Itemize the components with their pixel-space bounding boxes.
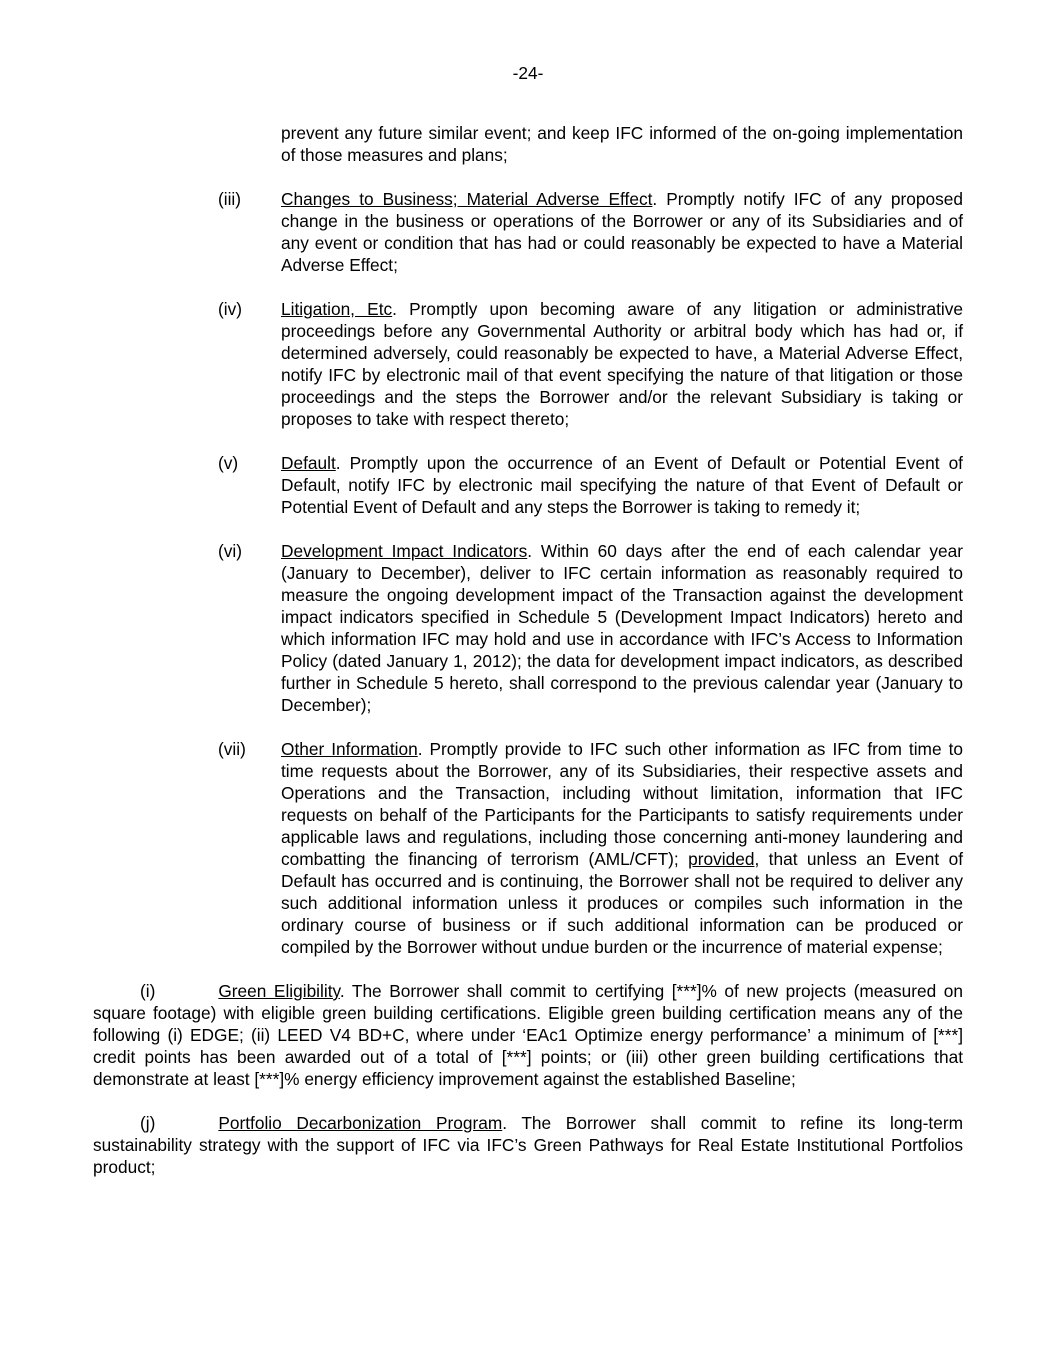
clause-vi-heading: Development Impact Indicators: [281, 541, 528, 561]
clause-vi-body: . Within 60 days after the end of each calendar year (January to December), deliver to IFC certain information as reasonably required to measure the ongoing development impact of the Transaction against the development impact indicators specified in Schedule 5 (Development Impact Indicators) hereto and which information IFC may hold and use in accordance with IFC’s Access to Information Policy (dated January 1, 2012); the data for development impact indicators, as described further in Schedule 5 hereto, shall correspond to the previous calendar year (January to December);: [281, 541, 963, 715]
paragraph-i-heading: Green Eligibility: [218, 981, 340, 1001]
clause-iv: [218, 298, 964, 430]
clause-vii-body-pre: . Promptly provide to IFC such other information as IFC from time to time requests about the Borrower, any of its Subsidiaries, their respective assets and Operations and the Transaction, including without limitation, information that IFC requests on behalf of the Participants for the Participants to satisfy requirements under applicable laws and regulations, including those concerning anti-money laundering and combatting the financing of terrorism (AML/CFT);: [281, 739, 963, 869]
clause-iv-body: . Promptly upon becoming aware of any litigation or administrative proceedings before any Governmental Authority or arbitral body which has had or, if determined adversely, could reasonably be expected to have, a Material Adverse Effect, notify IFC by electronic mail of that event specifying the nature of that litigation or those proceedings and the steps the Borrower and/or the relevant Subsidiary is taking or proposes to take with respect thereto;: [281, 299, 964, 429]
paragraph-i-body: . The Borrower shall commit to certifying [***]% of new projects (measured on square footage) with eligible green building certifications. Eligible green building certification means any of the following (i) EDGE; (ii) LEED V4 BD+C, where under ‘EAc1 Optimize energy performance’ a minimum of [***] credit points has been awarded out of a total of [***] points; or (iii) other green building certifications that demonstrate at least [***]% energy efficiency improvement against the established Baseline;: [93, 981, 963, 1089]
paragraph-j-label: (j): [140, 1113, 156, 1133]
clause-iii: [218, 188, 963, 276]
paragraph-j: [93, 1112, 963, 1178]
paragraph-i-label: (i): [140, 981, 156, 1001]
clause-vi: [218, 540, 963, 716]
clause-iii-body: . Promptly notify IFC of any proposed change in the business or operations of the Borrower or any of its Subsidiaries and of any event or condition that has had or could reasonably be expected to have a Material Adverse Effect;: [281, 189, 963, 275]
clause-v: [218, 452, 963, 518]
clause-vii-heading: Other Information: [281, 739, 418, 759]
clause-vii: [218, 738, 963, 958]
clause-v-heading: Default: [281, 453, 336, 473]
clause-iii-label: (iii): [218, 189, 242, 209]
clause-vi-label: (vi): [218, 541, 242, 561]
clause-v-body: . Promptly upon the occurrence of an Event of Default or Potential Event of Default, notify IFC by electronic mail specifying the nature of that Event of Default or Potential Event of Default and any steps the Borrower is taking to remedy it;: [281, 453, 963, 517]
clause-v-label: (v): [218, 453, 239, 473]
clause-vii-body-post: , that unless an Event of Default has occurred and is continuing, the Borrower shall not be required to deliver any such additional information unless it produces or compiles such information in the ordinary course of business or if such additional information can be produced or compiled by the Borrower without undue burden or the incurrence of material expense;: [281, 849, 963, 957]
clause-iv-heading: Litigation, Etc: [281, 299, 393, 319]
paragraph-i: [93, 980, 963, 1090]
clause-iii-heading: Changes to Business; Material Adverse Effect: [281, 189, 653, 209]
intro-paragraph: prevent any future similar event; and keep IFC informed of the on-going implementation of those measures and plans;: [281, 123, 963, 165]
page-number: -24-: [512, 63, 544, 83]
paragraph-j-heading: Portfolio Decarbonization Program: [218, 1113, 503, 1133]
clause-vii-provided-term: provided: [688, 849, 755, 869]
clause-iv-label: (iv): [218, 299, 242, 319]
clause-vii-label: (vii): [218, 739, 246, 759]
paragraph-j-body: . The Borrower shall commit to refine its long-term sustainability strategy with the support of IFC via IFC’s Green Pathways for Real Estate Institutional Portfolios product;: [93, 1113, 963, 1177]
